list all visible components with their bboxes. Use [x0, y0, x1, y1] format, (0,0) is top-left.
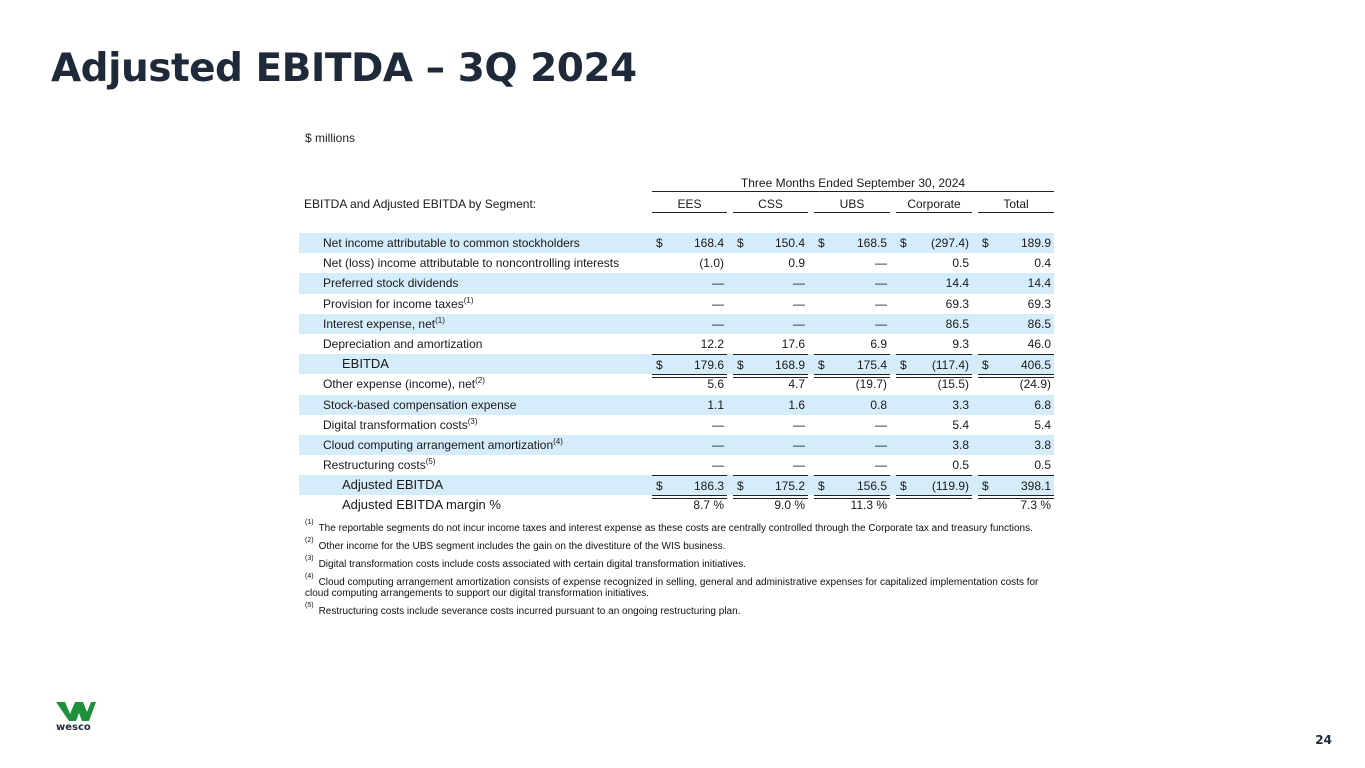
cell-ees [652, 334, 727, 354]
footnote-ref: (1) [435, 315, 445, 325]
cell-value: 12.2 [700, 336, 724, 351]
page-number: 24 [1315, 733, 1332, 747]
cell-value: (19.7) [855, 377, 887, 392]
cell-css [733, 435, 808, 455]
cell-ees [652, 253, 727, 273]
cell-corp [896, 374, 972, 394]
cell-value: 1.6 [788, 397, 805, 412]
cell-ees [652, 314, 727, 334]
cell-css [733, 273, 808, 293]
row-label: Cloud computing arrangement amortization$^{(4)}$ [323, 436, 563, 452]
cell-value: 406.5 [1020, 358, 1051, 373]
cell-corp [896, 334, 972, 354]
cell-value: 11.3 % [850, 498, 887, 513]
cell-css [733, 415, 808, 435]
row-label: Net income attributable to common stockholders [323, 236, 580, 250]
cell-ubs [814, 253, 890, 273]
cell-ees [652, 374, 727, 394]
table-row [299, 253, 1054, 273]
cell-value: 6.9 [870, 336, 887, 351]
cell-corp [896, 395, 972, 415]
cell-value: 175.2 [774, 479, 805, 494]
cell-corp: $ (297.4) [896, 233, 972, 253]
cell-ees: $ 179.6 [652, 354, 727, 375]
cell-value: 69.3 [1027, 296, 1051, 311]
cell-value: — [875, 417, 887, 432]
row-label: Digital transformation costs$^{(3)}$ [323, 416, 478, 432]
cell-ees [652, 495, 727, 515]
cell-ubs [814, 415, 890, 435]
cell-corp [896, 495, 972, 515]
cell-value: 17.6 [781, 336, 805, 351]
logo-wordmark: wesco [56, 722, 91, 733]
cell-ubs [814, 495, 890, 515]
cell-value: — [875, 437, 887, 452]
cell-value: 168.4 [693, 236, 724, 250]
cell-ubs [814, 455, 890, 475]
table-row [299, 455, 1054, 475]
cell-value: 9.0 % [774, 498, 805, 513]
footnote: $^{(2)}$Other income for the UBS segment includes the gain on the divestiture of the WIS business. [305, 537, 726, 552]
cell-value: — [712, 437, 724, 452]
footnote: $^{(1)}$The reportable segments do not incur income taxes and interest expense as these costs are centrally controlled through the Corporate tax and treasury functions. [305, 519, 1033, 534]
footnote-ref: (4) [553, 436, 563, 446]
cell-total [978, 435, 1054, 455]
cell-ees [652, 395, 727, 415]
row-label: Interest expense, net$^{(1)}$ [323, 315, 445, 331]
cell-total: $ 189.9 [978, 233, 1054, 253]
cell-value: — [875, 296, 887, 311]
cell-value: (297.4) [930, 236, 969, 250]
cell-ees [652, 435, 727, 455]
period-header: Three Months Ended September 30, 2024 [740, 176, 966, 190]
cell-value: 156.5 [856, 479, 887, 494]
cell-ees: $ 168.4 [652, 233, 727, 253]
table-row [299, 415, 1054, 435]
cell-ees [652, 415, 727, 435]
cell-ubs [814, 334, 890, 354]
cell-value: 0.9 [788, 256, 805, 271]
cell-value: — [712, 296, 724, 311]
cell-value: (117.4) [931, 358, 969, 373]
cell-corp [896, 415, 972, 435]
cell-value: (1.0) [699, 256, 724, 271]
cell-total [978, 455, 1054, 475]
cell-corp [896, 273, 972, 293]
row-label: Other expense (income), net$^{(2)}$ [323, 376, 485, 392]
cell-css [733, 314, 808, 334]
table-row [299, 435, 1054, 455]
cell-css: $ 150.4 [733, 233, 808, 253]
cell-value: — [793, 296, 805, 311]
column-header-corporate: Corporate [907, 197, 961, 211]
cell-value: 150.4 [774, 236, 805, 250]
cell-css: $ 175.2 [733, 475, 808, 496]
page-title: Adjusted EBITDA – 3Q 2024 [51, 46, 637, 91]
table-header [299, 170, 1054, 230]
cell-value: — [875, 316, 887, 331]
cell-value: 5.4 [1034, 417, 1051, 432]
column-header-css: CSS [758, 197, 783, 211]
cell-value: 86.5 [945, 316, 969, 331]
row-label: Preferred stock dividends [323, 276, 459, 291]
cell-total [978, 395, 1054, 415]
cell-value: 0.5 [952, 458, 969, 473]
cell-value: — [712, 417, 724, 432]
cell-css [733, 455, 808, 475]
row-label: Adjusted EBITDA [342, 477, 444, 493]
cell-corp: $ (119.9) [896, 475, 972, 496]
cell-value: — [793, 437, 805, 452]
cell-value: (15.5) [937, 377, 969, 392]
cell-css [733, 395, 808, 415]
cell-value: 179.6 [693, 358, 724, 373]
table-body [299, 233, 1054, 516]
cell-value: 168.5 [856, 236, 887, 250]
cell-css [733, 374, 808, 394]
cell-corp [896, 435, 972, 455]
table-row [299, 233, 1054, 253]
column-header-total: Total [1003, 197, 1029, 211]
cell-corp [896, 455, 972, 475]
cell-value: — [712, 316, 724, 331]
cell-ubs: $ 175.4 [814, 354, 890, 375]
cell-total [978, 495, 1054, 515]
row-label: EBITDA [342, 356, 389, 372]
cell-value: — [793, 417, 805, 432]
cell-value: — [793, 276, 805, 291]
cell-value: 186.3 [693, 479, 724, 494]
cell-ubs [814, 294, 890, 314]
cell-value: 3.8 [1034, 437, 1051, 452]
cell-value: 14.4 [945, 276, 969, 291]
table-row [299, 334, 1054, 354]
row-label: Adjusted EBITDA margin % [342, 497, 501, 513]
cell-value: 168.9 [774, 358, 805, 373]
cell-value: 175.4 [856, 358, 887, 373]
cell-value: 46.0 [1027, 336, 1051, 351]
cell-ees [652, 294, 727, 314]
cell-value: — [875, 276, 887, 291]
cell-value: 0.5 [1034, 458, 1051, 473]
cell-corp: $ (117.4) [896, 354, 972, 375]
table-row [299, 314, 1054, 334]
cell-value: (24.9) [1019, 377, 1051, 392]
row-label: Restructuring costs$^{(5)}$ [323, 457, 436, 473]
footnote-ref: (3) [467, 416, 478, 426]
table-row [299, 374, 1054, 394]
cell-value: 69.3 [945, 296, 969, 311]
column-header-ees: EES [677, 197, 702, 211]
cell-ubs: $ 156.5 [814, 475, 890, 496]
cell-value: 86.5 [1027, 316, 1051, 331]
units-label: $ millions [305, 131, 356, 145]
cell-value: 0.4 [1034, 256, 1051, 271]
cell-value: — [875, 256, 887, 271]
cell-value: — [712, 276, 724, 291]
ebitda-table [299, 170, 1054, 516]
table-row [299, 273, 1054, 293]
cell-ees [652, 455, 727, 475]
cell-total [978, 294, 1054, 314]
cell-ubs [814, 314, 890, 334]
table-row [299, 395, 1054, 415]
cell-total [978, 253, 1054, 273]
segment-header: EBITDA and Adjusted EBITDA by Segment: [304, 197, 537, 211]
cell-total [978, 334, 1054, 354]
table-row [299, 495, 1054, 515]
cell-total [978, 415, 1054, 435]
footnote: $^{(4)}$Cloud computing arrangement amortization consists of expense recognized in selling, general and administrative expenses for capitalized implementation costs for cloud computing arrangements to support our digital transformation initiatives. [305, 573, 1039, 599]
cell-value: (119.9) [931, 479, 969, 494]
cell-ees [652, 273, 727, 293]
cell-value: — [875, 458, 887, 473]
cell-value: — [793, 316, 805, 331]
table-row [299, 475, 1054, 495]
cell-value: — [712, 458, 724, 473]
cell-ubs [814, 435, 890, 455]
footnote: $^{(3)}$Digital transformation costs include costs associated with certain digital transformation initiatives. [305, 555, 746, 570]
table-row [299, 354, 1054, 374]
cell-value: 1.1 [707, 397, 724, 412]
cell-value: 5.6 [707, 377, 724, 392]
cell-ubs [814, 273, 890, 293]
cell-total [978, 273, 1054, 293]
row-label: Depreciation and amortization [323, 336, 483, 351]
cell-value: 14.4 [1027, 276, 1051, 291]
row-label: Stock-based compensation expense [323, 397, 517, 412]
cell-value: 5.4 [952, 417, 969, 432]
footnote-ref: (1) [463, 295, 474, 305]
cell-corp [896, 314, 972, 334]
cell-value: 189.9 [1020, 236, 1051, 250]
cell-total [978, 314, 1054, 334]
cell-css [733, 253, 808, 273]
cell-value: 0.8 [870, 397, 887, 412]
cell-corp [896, 294, 972, 314]
cell-css [733, 294, 808, 314]
cell-total [978, 374, 1054, 394]
cell-ubs: $ 168.5 [814, 233, 890, 253]
cell-ubs [814, 374, 890, 394]
cell-value: 9.3 [952, 336, 969, 351]
footnote-ref: (5) [425, 457, 436, 467]
column-header-ubs: UBS [839, 197, 865, 211]
wesco-logo-icon [56, 702, 96, 722]
cell-total: $ 406.5 [978, 354, 1054, 375]
cell-value: 4.7 [788, 377, 805, 392]
row-label: Provision for income taxes$^{(1)}$ [323, 295, 474, 311]
cell-value: 398.1 [1020, 479, 1051, 494]
cell-value: 8.7 % [693, 498, 724, 513]
cell-value: 0.5 [952, 256, 969, 271]
cell-value: 3.8 [952, 437, 969, 452]
cell-value: — [793, 458, 805, 473]
cell-css [733, 495, 808, 515]
cell-value: 3.3 [952, 397, 969, 412]
row-label: Net (loss) income attributable to noncontrolling interests [323, 256, 620, 271]
table-row [299, 294, 1054, 314]
cell-ubs [814, 395, 890, 415]
cell-corp [896, 253, 972, 273]
cell-ees: $ 186.3 [652, 475, 727, 496]
cell-value: 6.8 [1034, 397, 1051, 412]
cell-total: $ 398.1 [978, 475, 1054, 496]
footnote-ref: (2) [475, 376, 485, 386]
cell-css: $ 168.9 [733, 354, 808, 375]
cell-css [733, 334, 808, 354]
footnote: $^{(5)}$Restructuring costs include severance costs incurred pursuant to an ongoing restructuring plan. [305, 602, 741, 617]
cell-value: 7.3 % [1020, 498, 1051, 513]
